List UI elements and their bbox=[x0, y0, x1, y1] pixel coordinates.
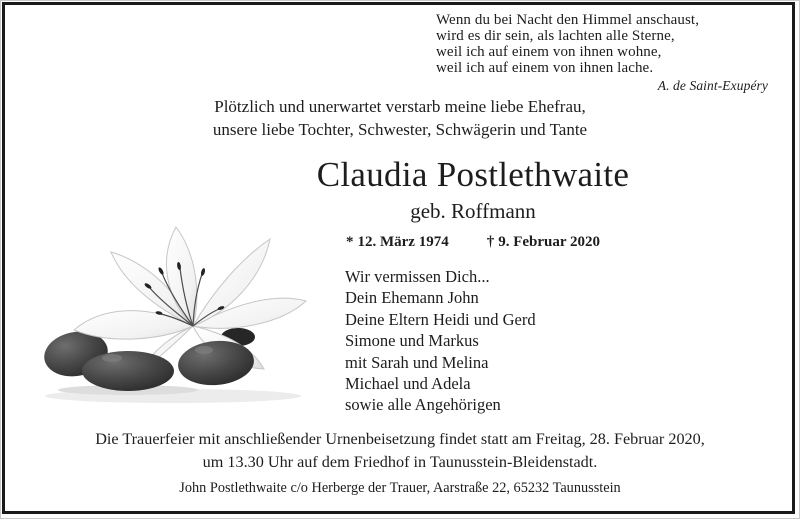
intro-text bbox=[0, 96, 800, 141]
quote-line: weil ich auf einem von ihnen wohne, bbox=[436, 44, 662, 60]
quote-line: Wenn du bei Nacht den Himmel anschaust, bbox=[436, 12, 700, 28]
birth-symbol: * bbox=[345, 234, 354, 250]
quote-attribution: A. de Saint-Exupéry bbox=[657, 78, 768, 93]
contact-address: John Postlethwaite c/o Herberge der Trauer, Aarstraße 22, 65232 Taunusstein bbox=[179, 480, 621, 496]
mourner-line: sowie alle Angehörigen bbox=[345, 395, 501, 415]
funeral-line: um 13.30 Uhr auf dem Friedhof in Taunusstein-Bleidenstadt. bbox=[202, 452, 598, 471]
memorial-quote bbox=[436, 12, 768, 94]
birth-date: 12. März 1974 bbox=[357, 234, 449, 250]
quote-line: weil ich auf einem von ihnen lache. bbox=[436, 60, 654, 76]
mourner-line: Wir vermissen Dich... bbox=[345, 267, 490, 286]
stone bbox=[82, 351, 174, 391]
funeral-announcement bbox=[0, 428, 800, 473]
funeral-line: Die Trauerfeier mit anschließender Urnenbeisetzung findet statt am Freitag, 28. Februar 2020, bbox=[95, 430, 705, 448]
quote-line: wird es dir sein, als lachten alle Sterne, bbox=[436, 28, 675, 44]
death-date: 9. Februar 2020 bbox=[498, 234, 601, 250]
lily-on-stones-photo bbox=[28, 220, 340, 412]
intro-line: Plötzlich und unerwartet verstarb meine liebe Ehefrau, bbox=[214, 97, 586, 116]
intro-line: unsere liebe Tochter, Schwester, Schwägerin und Tante bbox=[212, 119, 588, 139]
mourner-line: Deine Eltern Heidi und Gerd bbox=[345, 309, 536, 329]
mourners-list bbox=[345, 266, 536, 416]
death-symbol: † bbox=[486, 234, 495, 250]
mourner-line: Simone und Markus bbox=[345, 331, 479, 351]
stone-highlight bbox=[102, 354, 122, 362]
maiden-name: geb. Roffmann bbox=[410, 199, 536, 223]
stone-highlight bbox=[195, 346, 213, 354]
mourner-line: mit Sarah und Melina bbox=[345, 352, 489, 372]
mourner-line: Dein Ehemann John bbox=[345, 288, 479, 308]
deceased-name: Claudia Postlethwaite bbox=[316, 155, 630, 194]
mourner-line: Michael und Adela bbox=[345, 374, 471, 394]
